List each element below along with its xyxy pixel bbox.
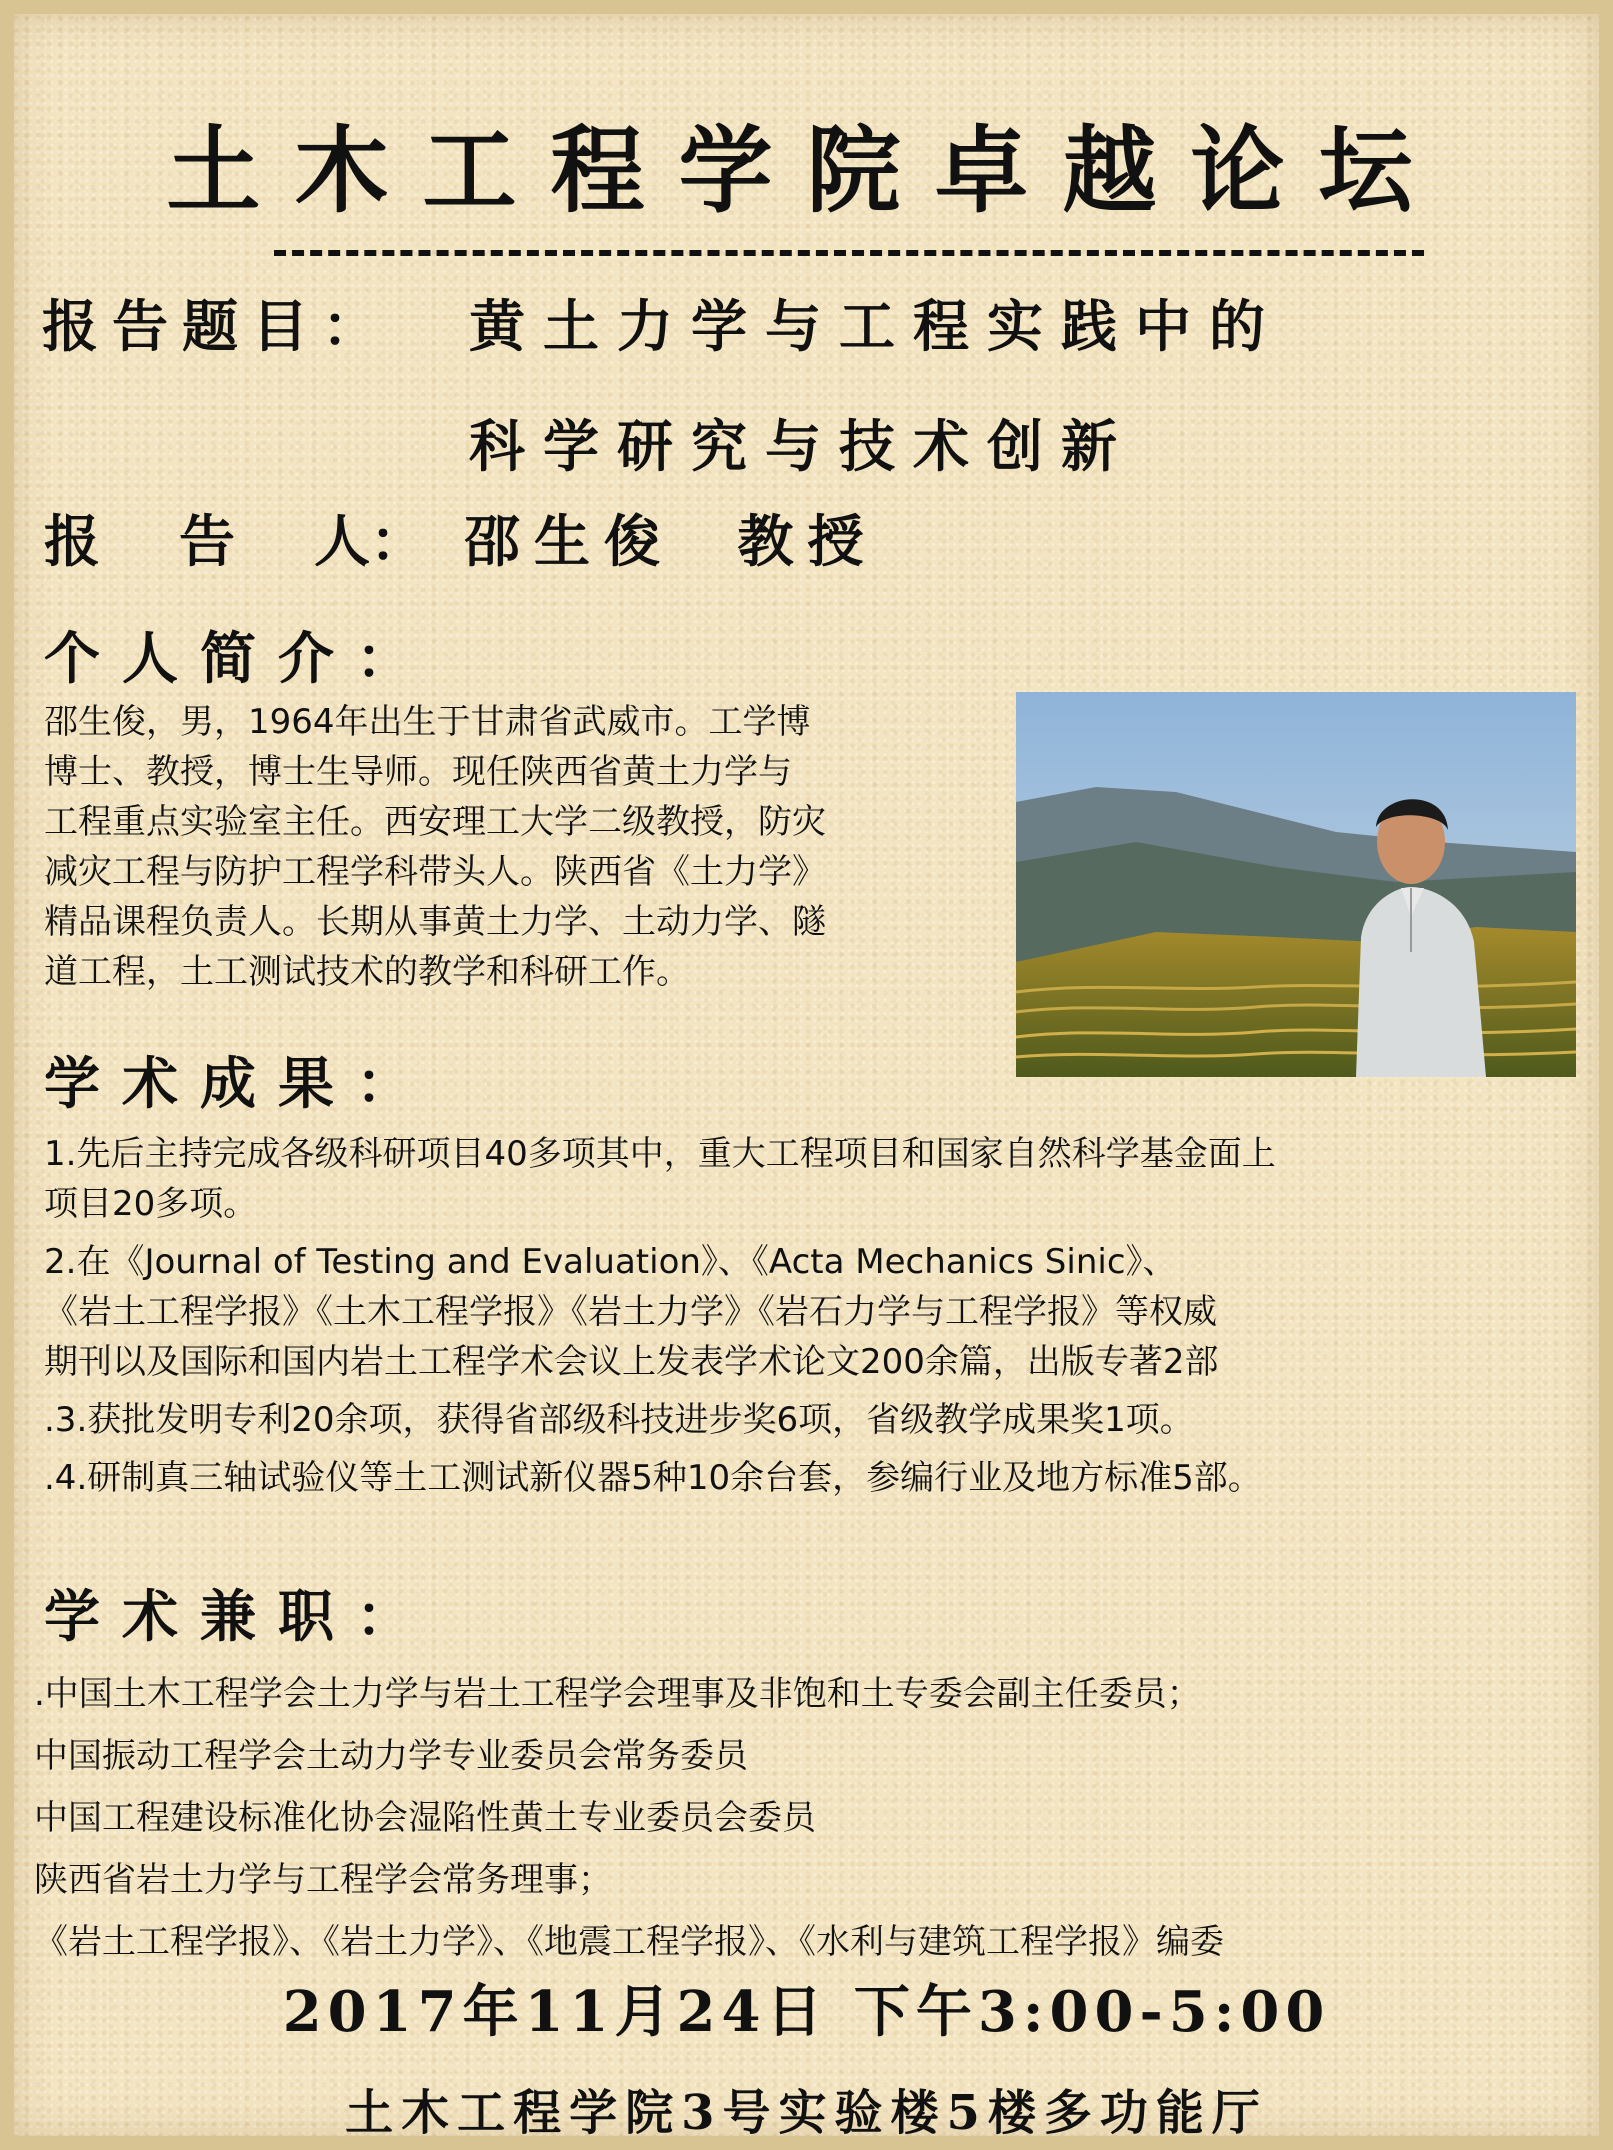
- role-item: .中国土木工程学会土力学与岩土工程学会理事及非饱和土专委会副主任委员；: [34, 1674, 1201, 1714]
- speaker-label-char: 报: [44, 509, 100, 575]
- bio-heading: 个人简介：: [44, 626, 434, 692]
- title-divider: [274, 250, 1424, 256]
- event-venue: 土木工程学院3号实验楼5楼多功能厅: [345, 2085, 1268, 2141]
- role-item: 中国振动工程学会土动力学专业委员会常务委员: [34, 1736, 748, 1776]
- role-item: 《岩土工程学报》、《岩土力学》、《地震工程学报》、《水利与建筑工程学报》编委: [34, 1922, 1224, 1962]
- topic-line-1: 黄土力学与工程实践中的: [469, 294, 1283, 360]
- portrait-photo: [1016, 692, 1576, 1077]
- page-title: 土木工程学院卓越论坛: [166, 116, 1447, 226]
- bio-text: 邵生俊，男，1964年出生于甘肃省武威市。工学博 博士、教授，博士生导师。现任陕西省黄土力学与 工程重点实验室主任。西安理工大学二级教授，防灾 减灾工程与防护工程学科带头人。陕西省《土力学》 精品课程负责人。长期从事黄土力学、土动力学、隧 道工程，土工测试技术的教学和科研工作。: [44, 702, 826, 992]
- role-item: 陕西省岩土力学与工程学会常务理事；: [34, 1860, 612, 1900]
- achievement-item: .4.研制真三轴试验仪等土工测试新仪器5种10余台套，参编行业及地方标准5部。: [44, 1458, 1262, 1498]
- speaker-label-char: 告: [179, 509, 235, 575]
- roles-list: [34, 1669, 1594, 1979]
- speaker-label: [44, 509, 426, 575]
- achievements-heading: 学术成果：: [44, 1051, 434, 1117]
- landscape-portrait-image: [1016, 692, 1576, 1077]
- achievement-item: 2.在《Journal of Testing and Evaluation》、《Acta Mechanics Sinic》、 《岩土工程学报》《土木工程学报》《岩土力学》《岩石力学与工程学报》等权威 期刊以及国际和国内岩土工程学术会议上发表学术论文200余篇，出版专著2部: [44, 1242, 1219, 1382]
- speaker-name: 邵生俊 教授: [464, 509, 878, 575]
- topic-line-2: 科学研究与技术创新: [469, 414, 1135, 480]
- achievement-item: .3.获批发明专利20余项，获得省部级科技进步奖6项，省级教学成果奖1项。: [44, 1400, 1194, 1440]
- roles-heading: 学术兼职：: [44, 1584, 434, 1650]
- speaker-label-char: 人：: [314, 509, 426, 575]
- topic-label: 报告题目：: [42, 294, 392, 360]
- achievement-item: 1.先后主持完成各级科研项目40多项其中，重大工程项目和国家自然科学基金面上 项目20多项。: [44, 1134, 1276, 1224]
- role-item: 中国工程建设标准化协会湿陷性黄土专业委员会委员: [34, 1798, 816, 1838]
- achievements-list: [44, 1129, 1584, 1511]
- event-datetime: 2017年11月24日 下午3:00-5:00: [282, 1979, 1331, 2045]
